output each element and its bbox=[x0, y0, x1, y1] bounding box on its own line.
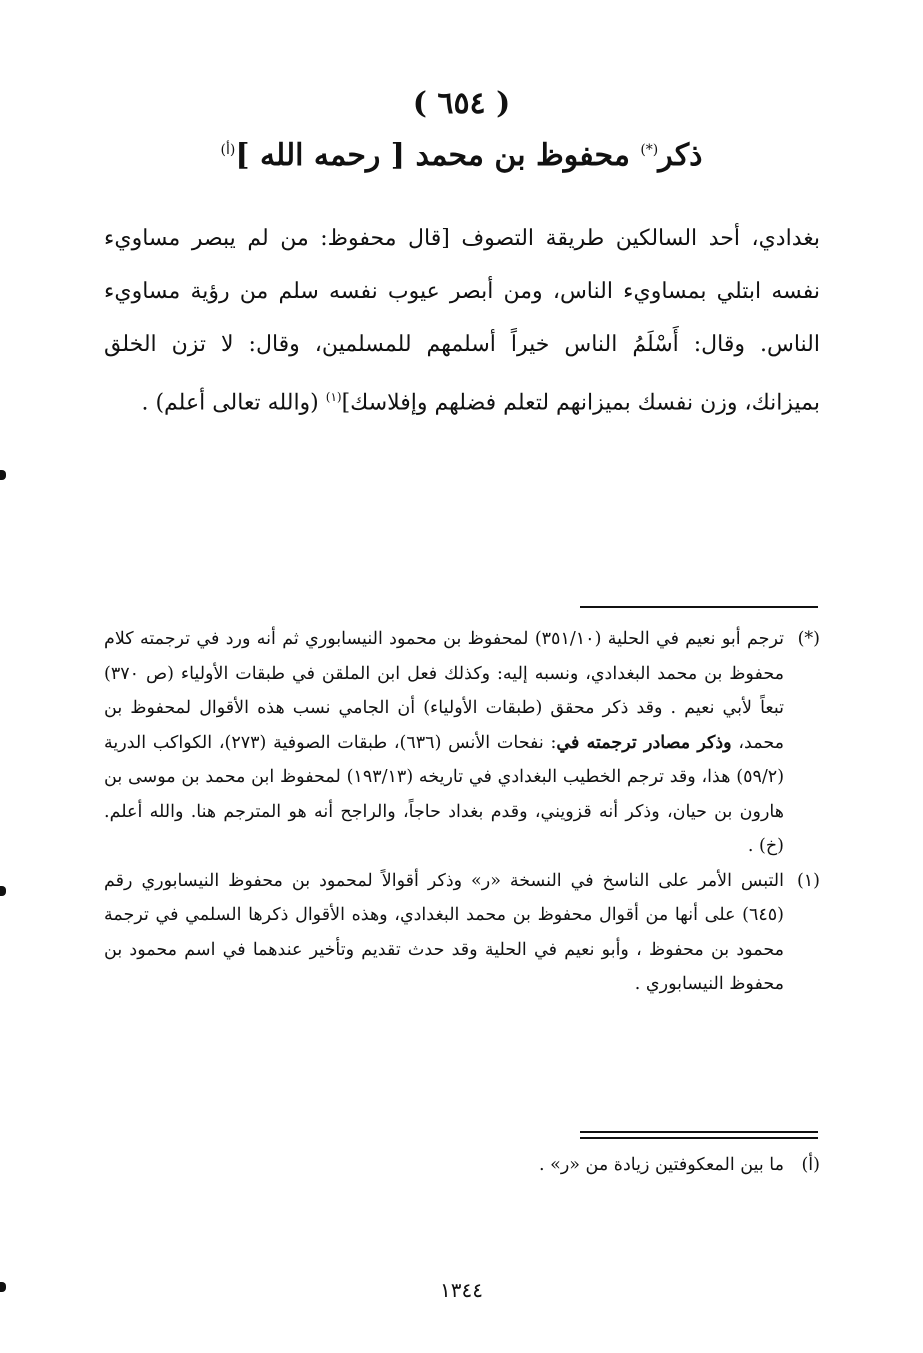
title-name: محفوظ بن محمد [ رحمه الله ] bbox=[235, 138, 641, 173]
footnote-mark: (*) bbox=[797, 629, 820, 649]
editor-note-mark: (أ) bbox=[801, 1155, 820, 1175]
footnote-text-part-b: : نفحات الأنس (٦٣٦)، طبقات الصوفية (٢٧٣)، الكواكب الدرية (٥٩/٢) هذا، وقد ترجم الخطيب البغدادي في تاريخه (١٩٣/١٣) لمحفوظ ابن محمد بن موسى بن هارون بن حيان، وذكر أنه قزويني، وقدم بغداد حاجاً، والراجح أنه هو المترجم هنا. والله أعلم. (خ) . bbox=[104, 732, 785, 856]
scan-edge-mark bbox=[0, 1282, 6, 1292]
editor-note-text: ما بين المعكوفتين زيادة من «ر» . bbox=[539, 1155, 784, 1175]
main-text-body: بغدادي، أحد السالكين طريقة التصوف [قال محفوظ: من لم يبصر مساويء نفسه ابتلي بمساويء الناس، ومن أبصر عيوب نفسه سلم من رؤية مساويء الناس. وقال: أَسْلَمُ الناس خيراً أسلمهم للمسلمين، وقال: لا تزن الخلق بميزانك، وزن نفسك بميزانهم لتعلم فضلهم وإفلاسك] bbox=[104, 226, 820, 416]
editor-note-separator-top bbox=[580, 1131, 818, 1133]
footnote-1 bbox=[104, 864, 820, 1002]
editor-note-separator-bottom bbox=[580, 1137, 818, 1139]
entry-title bbox=[0, 138, 923, 173]
footnote-mark: (١) bbox=[796, 870, 820, 891]
footnote-text-part-a: ترجم أبو نعيم في الحلية (٣٥١/١٠) لمحفوظ بن محمود النيسابوري ثم أنه ورد في ترجمته كلام محفوظ بن محمد البغدادي، ونسبه إليه: وكذلك فعل ابن الملقن في طبقات الأولياء (ص ٣٧٠) تبعاً لأبي نعيم . وقد ذكر محقق (طبقات الأولياء) أن الجامي نسب هذه الأقوال لمحفوظ بن محمد، bbox=[104, 629, 784, 753]
editor-note bbox=[104, 1148, 820, 1182]
footnote-text: التبس الأمر على الناسخ في النسخة «ر» وذكر أقوالاً لمحمود بن محفوظ النيسابوري رقم (٦٤٥) على أنها من أقوال محفوظ بن محمد البغدادي، وهذه الأقوال ذكرها السلمي في ترجمة محمود بن محفوظ ، وأبو نعيم في الحلية وقد حدث تقديم وتأخير عندهما في اسم محمود بن محفوظ النيسابوري . bbox=[104, 870, 784, 994]
title-word-dhikr: ذكر bbox=[658, 138, 703, 173]
footnote-star bbox=[104, 622, 820, 864]
title-star-ref: (*) bbox=[640, 142, 659, 158]
scan-edge-mark bbox=[0, 886, 6, 896]
scan-edge-mark bbox=[0, 470, 6, 480]
main-text-closing: (والله تعالى أعلم) . bbox=[141, 390, 326, 416]
footnote-separator bbox=[580, 606, 818, 608]
page-number: ١٣٤٤ bbox=[440, 1278, 483, 1302]
footnote-ref-1: (١) bbox=[325, 390, 342, 404]
footnote-bold-phrase: وذكر مصادر ترجمته في bbox=[556, 732, 732, 753]
main-text bbox=[104, 212, 820, 429]
title-note-ref: (أ) bbox=[220, 142, 236, 158]
footnotes bbox=[104, 622, 820, 1002]
footnote-text bbox=[104, 622, 784, 864]
entry-number: ( ٦٥٤ ) bbox=[412, 86, 511, 121]
